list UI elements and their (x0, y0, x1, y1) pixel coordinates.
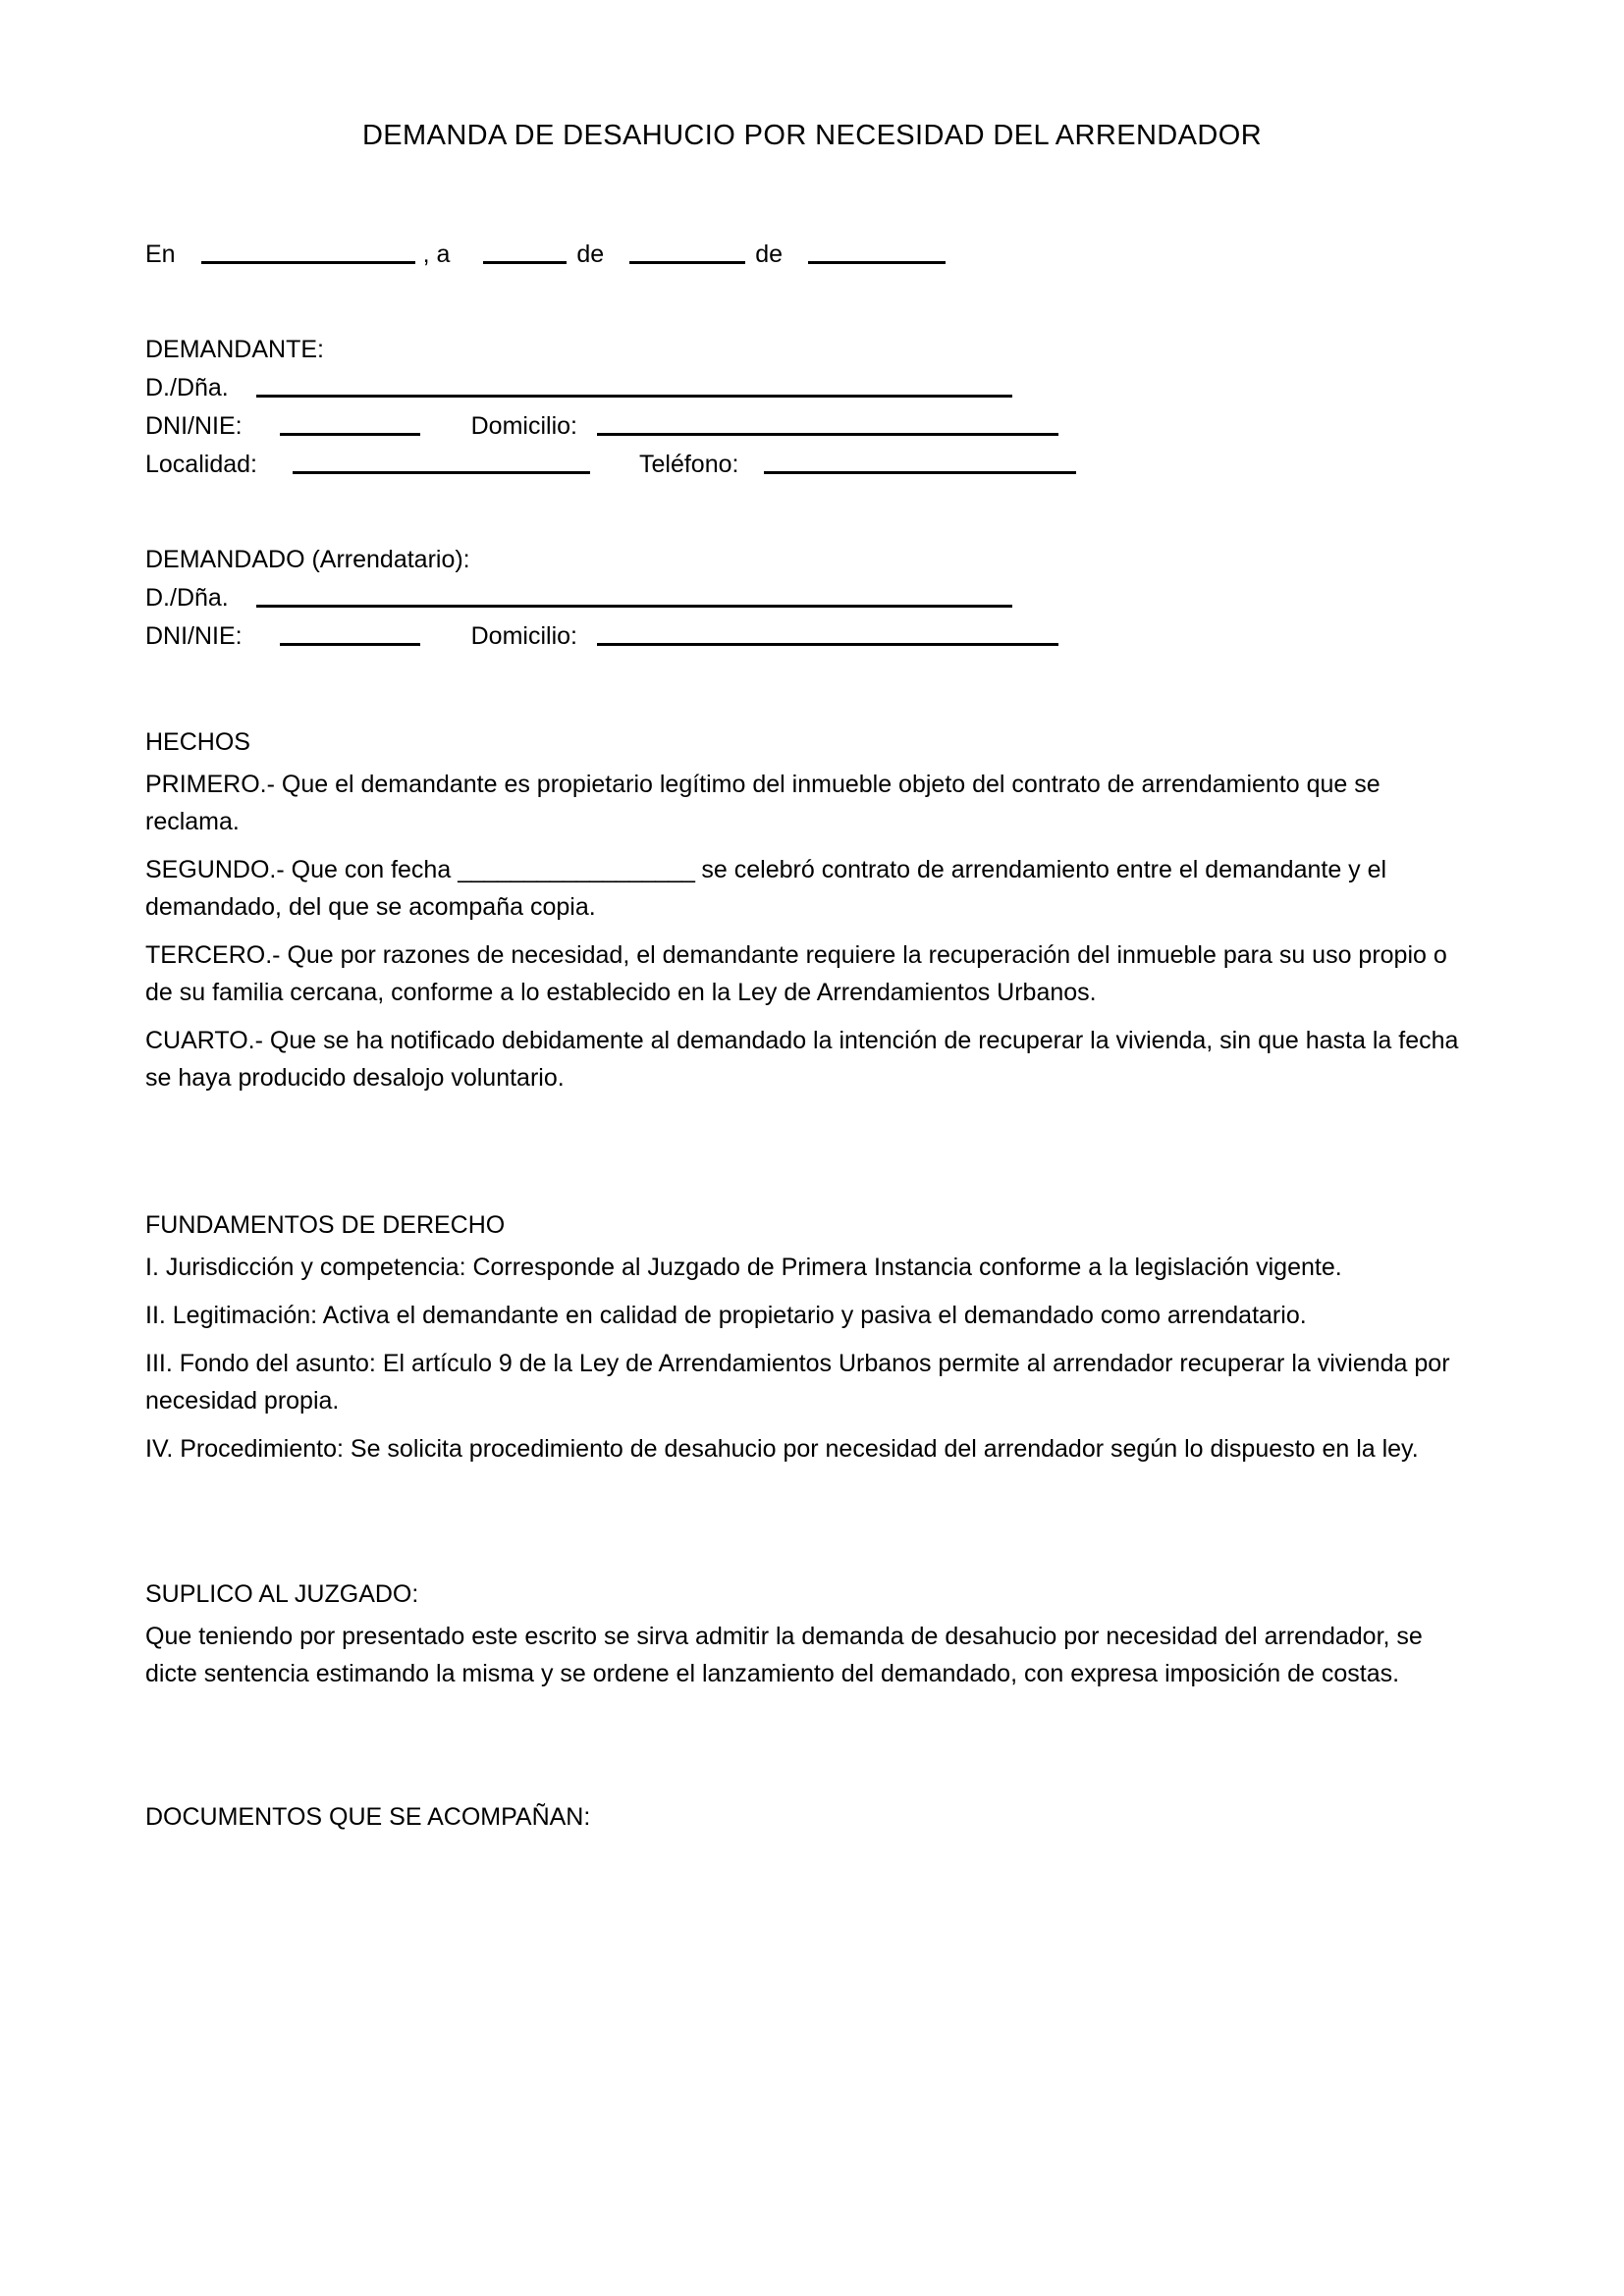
suplico-heading: SUPLICO AL JUZGADO: (145, 1579, 419, 1608)
suplico-body-paragraph: Que teniendo por presentado este escrito se sirva admitir la demanda de desahucio por necesidad del arrendador, se dicte sentencia estimando la misma y se ordene el lanzamiento del demandado, con expresa imposición de costas. (145, 1622, 1423, 1687)
fundamentos-i-paragraph: I. Jurisdicción y competencia: Corresponde al Juzgado de Primera Instancia conforme a la legislación vigente. (145, 1253, 1342, 1281)
fundamentos-iii-paragraph: III. Fondo del asunto: El artículo 9 de la Ley de Arrendamientos Urbanos permite al arrendador recuperar la vivienda por necesidad propia. (145, 1349, 1450, 1415)
demandado-domicilio-field[interactable] (597, 616, 1058, 645)
date-line (145, 236, 1479, 272)
demandante-name-row (145, 369, 1479, 407)
date-de-label-2: de (755, 240, 784, 268)
hechos-segundo-text-after: se celebró contrato de arrendamiento entre el demandante y el demandado, del que se acompaña copia. (145, 856, 1387, 922)
hechos-primero-paragraph: PRIMERO.- Que el demandante es propietario legítimo del inmueble objeto del contrato de arrendamiento que se reclama. (145, 771, 1380, 836)
demandado-dni-label: DNI/NIE: (145, 621, 243, 650)
demandado-dni-field[interactable] (280, 616, 420, 645)
demandante-block (145, 331, 1479, 484)
demandante-heading: DEMANDANTE: (145, 335, 324, 363)
fundamentos-ii-paragraph: II. Legitimación: Activa el demandante en calidad de propietario y pasiva el demandado como arrendatario. (145, 1301, 1307, 1329)
page-title: DEMANDA DE DESAHUCIO POR NECESIDAD DEL ARRENDADOR (361, 120, 1263, 151)
documentos-heading: DOCUMENTOS QUE SE ACOMPAÑAN: (145, 1802, 591, 1831)
demandado-heading: DEMANDADO (Arrendatario): (145, 545, 470, 573)
year-blank-field[interactable] (808, 236, 946, 264)
demandante-telefono-label: Teléfono: (638, 450, 739, 478)
demandado-dni-row (145, 616, 1479, 655)
hechos-segundo-paragraph (145, 840, 1466, 926)
fundamentos-heading: FUNDAMENTOS DE DERECHO (145, 1211, 506, 1240)
demandado-name-field[interactable] (256, 578, 1012, 607)
date-comma-a-label: , a (422, 240, 451, 268)
demandante-localidad-field[interactable] (293, 446, 590, 474)
demandante-domicilio-label: Domicilio: (470, 411, 577, 440)
demandado-name-label: D./Dña. (145, 583, 229, 612)
demandante-name-field[interactable] (256, 369, 1012, 398)
fundamentos-iv-paragraph: IV. Procedimiento: Se solicita procedimiento de desahucio por necesidad del arrendador según lo dispuesto en la ley. (145, 1434, 1419, 1463)
date-prefix-label: En (145, 240, 176, 268)
demandante-localidad-label: Localidad: (145, 450, 257, 478)
place-blank-field[interactable] (201, 236, 415, 264)
demandado-name-row (145, 578, 1479, 616)
demandado-block (145, 541, 1479, 656)
demandante-dni-label: DNI/NIE: (145, 411, 243, 440)
date-de-label-1: de (576, 240, 605, 268)
fundamentos-section (145, 1206, 1479, 1468)
demandante-telefono-field[interactable] (764, 446, 1076, 474)
documentos-section (145, 1798, 1479, 1837)
demandante-dni-field[interactable] (280, 407, 420, 436)
month-blank-field[interactable] (629, 236, 745, 264)
demandante-localidad-row (145, 446, 1479, 484)
hechos-segundo-text-before: SEGUNDO.- Que con fecha (145, 856, 459, 884)
demandante-name-label: D./Dña. (145, 373, 229, 401)
hechos-heading: HECHOS (145, 728, 250, 757)
demandante-dni-row (145, 407, 1479, 446)
hechos-segundo-date-blank[interactable]: __________________ (458, 856, 695, 884)
hechos-tercero-paragraph: TERCERO.- Que por razones de necesidad, el demandante requiere la recuperación del inmueble para su uso propio o de su familia cercana, conforme a lo establecido en la Ley de Arrendamientos Urbanos. (145, 941, 1447, 1007)
hechos-cuarto-paragraph: CUARTO.- Que se ha notificado debidamente al demandado la intención de recuperar la vivienda, sin que hasta la fecha se haya producido desalojo voluntario. (145, 1027, 1459, 1093)
day-blank-field[interactable] (483, 236, 567, 264)
suplico-section (145, 1575, 1479, 1692)
hechos-section (145, 723, 1479, 1096)
demandado-domicilio-label: Domicilio: (470, 621, 577, 650)
demandante-domicilio-field[interactable] (597, 407, 1058, 436)
